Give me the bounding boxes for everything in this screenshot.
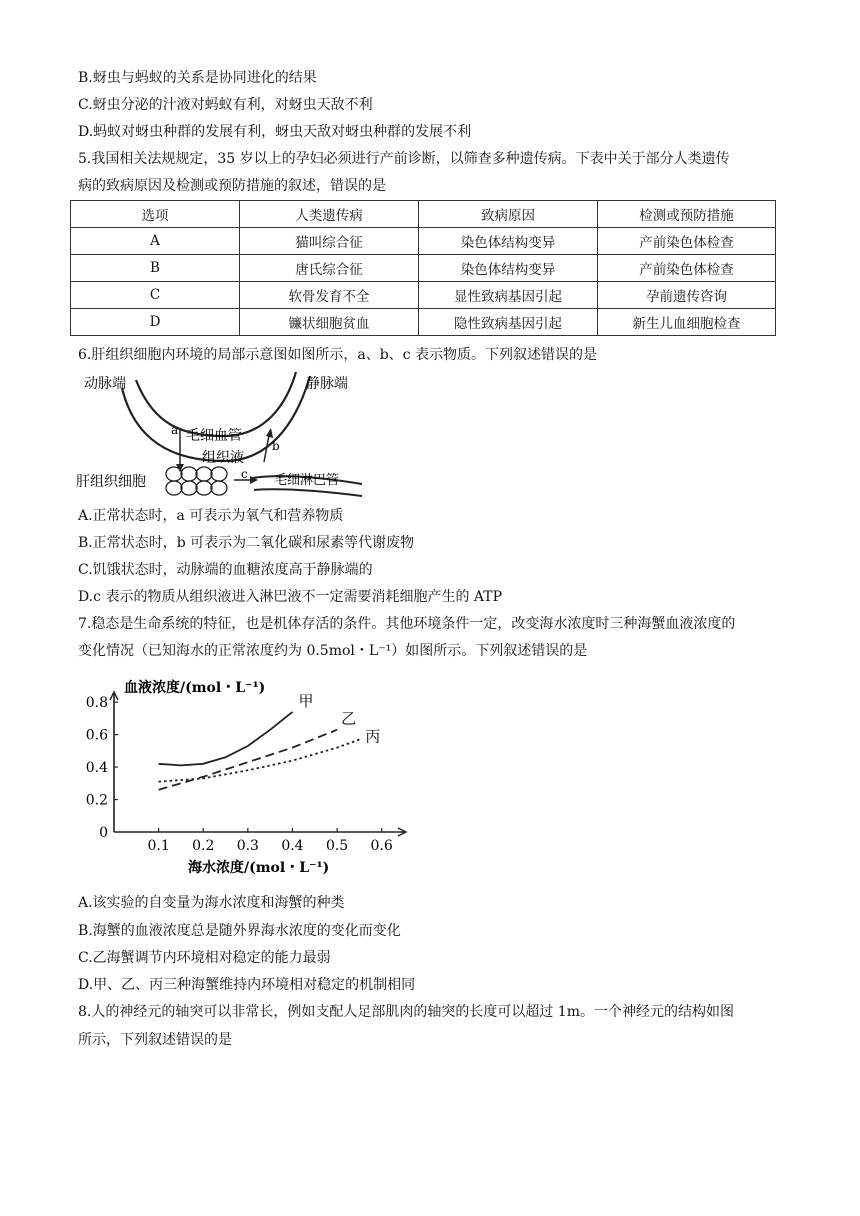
table-row xyxy=(71,282,776,309)
q7-stem-line1: 7.稳态是生命系统的特征，也是机体存活的条件。其他环境条件一定，改变海水浓度时三种海蟹血液浓度的 xyxy=(78,616,736,632)
liver-environment-diagram xyxy=(74,366,374,502)
table-row xyxy=(71,228,776,255)
y-tick-label: 0.2 xyxy=(85,792,108,809)
table-cell: 新生儿血细胞检查 xyxy=(598,309,776,336)
label-c: c xyxy=(241,467,248,481)
q7-stem-line2: 变化情况（已知海水的正常浓度约为 0.5mol・L⁻¹）如图所示。下列叙述错误的是 xyxy=(78,643,588,659)
q6-option-a: A.正常状态时，a 可表示为氧气和营养物质 xyxy=(78,508,344,524)
x-tick-label: 0.1 xyxy=(147,838,170,854)
liver-diagram-svg xyxy=(74,366,374,502)
capillary-outer-wall xyxy=(122,376,310,461)
q4-option-c: C.蚜虫分泌的汁液对蚂蚁有利，对蚜虫天敌不利 xyxy=(78,97,373,113)
table-cell: 显性致病基因引起 xyxy=(419,282,598,309)
table-cell: A xyxy=(71,228,240,255)
table-header: 致病原因 xyxy=(419,201,598,228)
q5-stem-line2: 病的致病原因及检测或预防措施的叙述，错误的是 xyxy=(78,178,386,194)
arrow-b-head xyxy=(266,428,273,438)
crab-blood-chart xyxy=(70,672,410,882)
q7-option-c: C.乙海蟹调节内环境相对稳定的能力最弱 xyxy=(78,950,331,966)
label-artery-end: 动脉端 xyxy=(84,376,126,392)
series-label-0: 甲 xyxy=(298,691,314,710)
series-line-2 xyxy=(159,740,360,782)
table-cell: 产前染色体检查 xyxy=(598,255,776,282)
y-tick-label: 0.4 xyxy=(85,760,108,777)
table-header: 检测或预防措施 xyxy=(598,201,776,228)
table-cell: 染色体结构变异 xyxy=(419,255,598,282)
q7-option-d: D.甲、乙、丙三种海蟹维持内环境相对稳定的机制相同 xyxy=(78,977,416,993)
capillary-inner-wall xyxy=(136,372,296,436)
x-axis-label: 海水浓度/(mol・L⁻¹) xyxy=(188,860,330,876)
table-cell: 镰状细胞贫血 xyxy=(240,309,419,336)
label-b: b xyxy=(272,439,280,453)
y-axis-label: 血液浓度/(mol・L⁻¹) xyxy=(124,680,266,696)
label-liver-cell: 肝组织细胞 xyxy=(76,474,146,490)
chart-svg xyxy=(70,672,410,882)
y-tick-label: 0.8 xyxy=(85,695,108,712)
table-row xyxy=(71,309,776,336)
table-header: 选项 xyxy=(71,201,240,228)
x-tick-label: 0.4 xyxy=(281,838,304,854)
x-tick-label: 0.5 xyxy=(325,838,349,854)
q6-option-c: C.饥饿状态时，动脉端的血糖浓度高于静脉端的 xyxy=(78,562,373,578)
x-tick-label: 0.3 xyxy=(236,838,259,854)
table-cell: 产前染色体检查 xyxy=(598,228,776,255)
x-tick-label: 0.6 xyxy=(370,838,393,854)
q6-stem: 6.肝组织细胞内环境的局部示意图如图所示，a、b、c 表示物质。下列叙述错误的是 xyxy=(78,347,597,363)
q8-stem-line1: 8.人的神经元的轴突可以非常长，例如支配人足部肌肉的轴突的长度可以超过 1m。一个神经元的结构如图 xyxy=(78,1004,734,1020)
q5-stem-line1: 5.我国相关法规规定，35 岁以上的孕妇必须进行产前诊断，以筛查多种遗传病。下表中关于部分人类遗传 xyxy=(78,151,730,167)
table-cell: 软骨发育不全 xyxy=(240,282,419,309)
table-cell: 猫叫综合征 xyxy=(240,228,419,255)
table-cell: C xyxy=(71,282,240,309)
liver-cell-cluster xyxy=(166,467,227,495)
table-cell: 染色体结构变异 xyxy=(419,228,598,255)
q7-option-b: B.海蟹的血液浓度总是随外界海水浓度的变化而变化 xyxy=(78,923,401,939)
series-label-2: 丙 xyxy=(365,727,381,746)
q6-option-b: B.正常状态时，b 可表示为二氧化碳和尿素等代谢废物 xyxy=(78,535,415,551)
q6-option-d: D.c 表示的物质从组织液进入淋巴液不一定需要消耗细胞产生的 ATP xyxy=(78,589,503,605)
label-lymph-capillary: 毛细淋巴管 xyxy=(274,473,340,488)
q8-stem-line2: 所示，下列叙述错误的是 xyxy=(78,1032,232,1048)
table-cell: 隐性致病基因引起 xyxy=(419,309,598,336)
series-line-1 xyxy=(159,730,338,790)
q4-option-d: D.蚂蚁对蚜虫种群的发展有利，蚜虫天敌对蚜虫种群的发展不利 xyxy=(78,124,472,140)
q4-option-b: B.蚜虫与蚂蚁的关系是协同进化的结果 xyxy=(78,70,317,86)
table-header-row xyxy=(71,201,776,228)
table-cell: 唐氏综合征 xyxy=(240,255,419,282)
genetic-disease-table xyxy=(70,200,776,336)
table-cell: B xyxy=(71,255,240,282)
series-label-1: 乙 xyxy=(341,709,357,728)
label-tissue-fluid: 组织液 xyxy=(202,450,244,466)
table-cell: 孕前遗传咨询 xyxy=(598,282,776,309)
series-line-0 xyxy=(159,712,293,766)
label-vein-end: 静脉端 xyxy=(306,376,348,392)
table-header: 人类遗传病 xyxy=(240,201,419,228)
x-tick-label: 0.2 xyxy=(192,838,215,854)
y-tick-label: 0.6 xyxy=(85,727,108,744)
label-a: a xyxy=(171,423,179,437)
q7-option-a: A.该实验的自变量为海水浓度和海蟹的种类 xyxy=(78,895,345,911)
table-row xyxy=(71,255,776,282)
table-cell: D xyxy=(71,309,240,336)
lymph-wall-bottom xyxy=(254,489,362,496)
label-capillary: 毛细血管 xyxy=(186,428,242,444)
y-tick-label: 0 xyxy=(99,825,108,841)
